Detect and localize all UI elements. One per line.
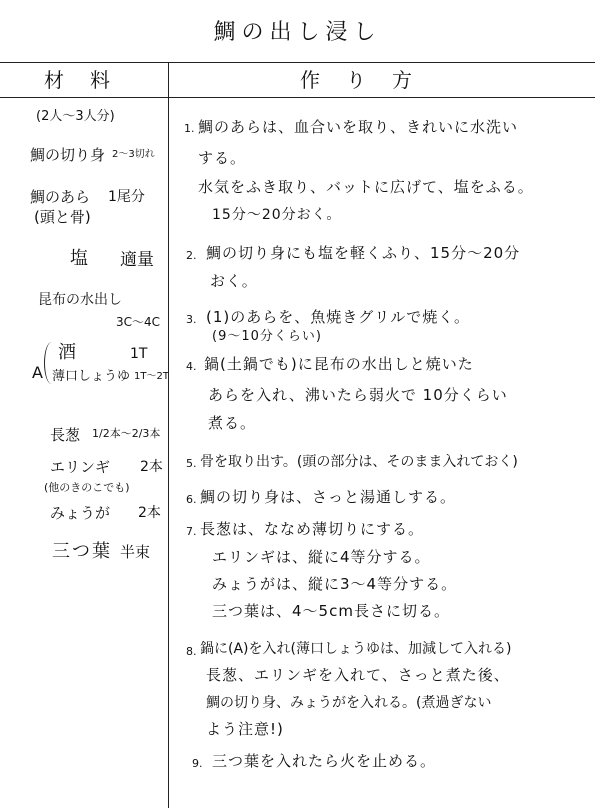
column-divider [168, 62, 169, 808]
step-number: 6. [186, 493, 197, 506]
step-line: する。 [198, 149, 247, 167]
step-number: 2. [186, 249, 197, 262]
ingredient-note: (他のきのこでも) [44, 481, 130, 494]
step-line: 鍋(土鍋でも)に昆布の水出しと焼いた [204, 355, 474, 373]
step-line: (9〜10分くらい) [212, 329, 322, 344]
step-line: 三つ葉を入れたら火を止める。 [212, 752, 437, 770]
header-bottom-rule [0, 97, 595, 98]
ingredient-amount: 2本 [138, 505, 161, 521]
step-line: 水気をふき取り、バットに広げて、塩をふる。 [198, 178, 534, 196]
step-line: 鯛のあらは、血合いを取り、きれいに水洗い [198, 118, 519, 136]
step-line: 三つ葉は、4〜5cm長さに切る。 [212, 602, 450, 620]
group-label: A [32, 363, 43, 382]
step-line: (1)のあらを、魚焼きグリルで焼く。 [206, 308, 470, 326]
step-line: みょうがは、縦に3〜4等分する。 [212, 575, 458, 593]
step-line: エリンギは、縦に4等分する。 [212, 548, 431, 566]
step-number: 1. [184, 122, 195, 135]
servings: (2人〜3人分) [36, 109, 115, 124]
ingredient-amount: 1尾分 [108, 189, 145, 205]
ingredient-amount: 1T〜2T [134, 371, 169, 382]
step-line: 鯛の切り身にも塩を軽くふり、15分〜20分 [206, 244, 521, 262]
ingredient-amount: 2〜3切れ [112, 149, 155, 160]
step-number: 9. [192, 757, 203, 770]
step-line: 長葱、エリンギを入れて、さっと煮た後、 [206, 666, 510, 684]
step-number: 3. [186, 313, 197, 326]
ingredient-amount: 1/2本〜2/3本 [92, 427, 161, 440]
ingredient-name: 鯛の切り身 [30, 146, 106, 164]
step-line: 15分〜20分おく。 [212, 207, 342, 223]
ingredient-name: 三つ葉 [52, 541, 112, 562]
ingredient-note: (頭と骨) [34, 208, 91, 226]
ingredients-header: 材料 [44, 68, 136, 92]
ingredient-amount: 2本 [140, 459, 163, 475]
step-line: 長葱は、ななめ薄切りにする。 [200, 520, 425, 538]
ingredient-amount: 適量 [120, 250, 154, 270]
ingredient-amount: 半束 [120, 543, 151, 561]
step-line: 鍋に(A)を入れ(薄口しょうゆは、加減して入れる) [200, 641, 512, 657]
step-line: あらを入れ、沸いたら弱火で 10分くらい [208, 386, 508, 404]
page-title: 鯛の出し浸し [213, 20, 382, 45]
step-number: 7. [186, 525, 197, 538]
ingredient-name: 酒 [58, 342, 84, 363]
ingredient-amount: 3C〜4C [116, 315, 161, 329]
step-line: 鯛の切り身、みょうがを入れる。(煮過ぎない [206, 695, 492, 711]
ingredient-name: エリンギ [50, 458, 111, 476]
ingredient-name: 薄口しょうゆ [52, 369, 131, 384]
step-line: 煮る。 [208, 414, 257, 432]
ingredient-amount: 1T [130, 346, 148, 362]
step-number: 5. [186, 457, 197, 470]
step-line: おく。 [210, 272, 258, 290]
ingredient-name: 長葱 [50, 426, 81, 444]
ingredient-name: 鯛のあら [30, 188, 91, 206]
step-line: よう注意!) [206, 720, 284, 738]
table-top-rule [0, 62, 595, 63]
method-header: 作り方 [300, 68, 438, 92]
ingredient-name: 塩 [70, 248, 96, 269]
step-number: 4. [186, 360, 197, 373]
ingredient-name: みょうが [50, 504, 111, 522]
step-number: 8. [186, 645, 197, 658]
ingredient-name: 昆布の水出し [38, 292, 122, 308]
step-line: 鯛の切り身は、さっと湯通しする。 [200, 488, 457, 506]
step-line: 骨を取り出す。(頭の部分は、そのまま入れておく) [200, 454, 518, 470]
